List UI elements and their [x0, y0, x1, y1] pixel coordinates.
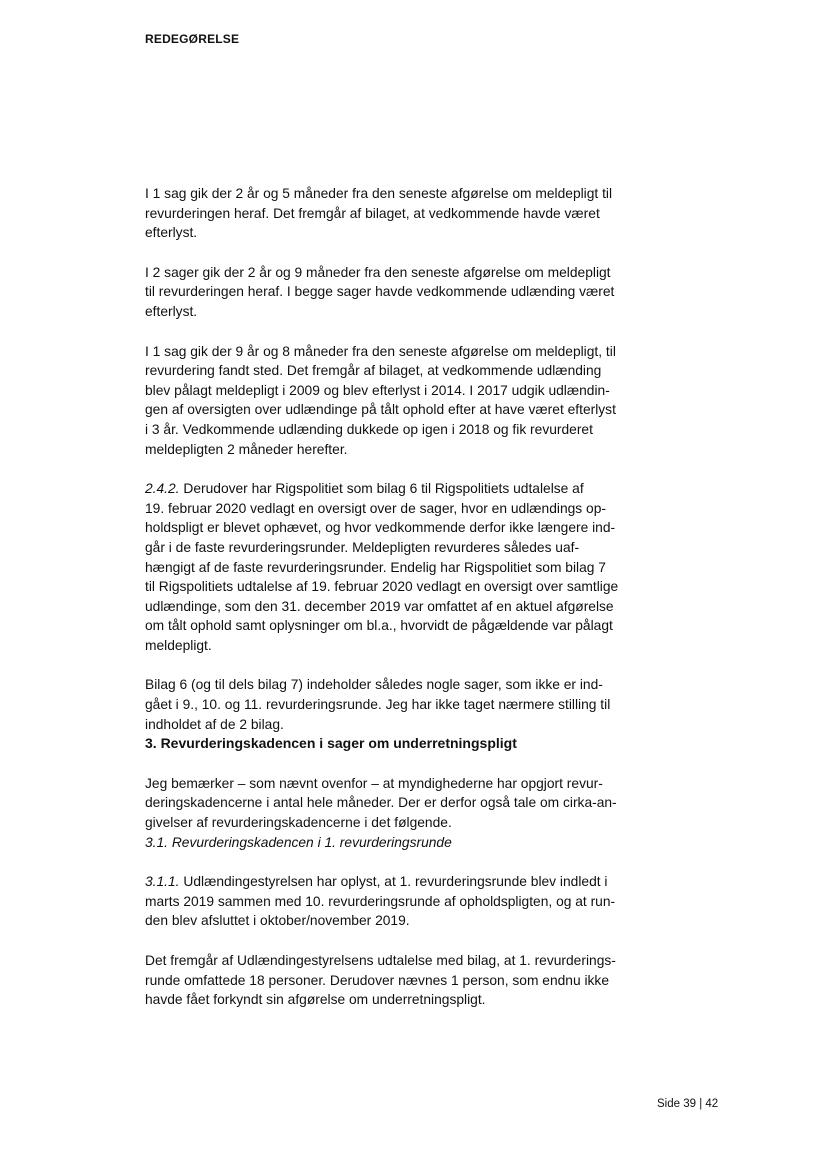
text-line: gået i 9., 10. og 11. revurderingsrunde. Jeg har ikke taget nærmere stilling til — [145, 697, 611, 713]
text-line: meldepligt. — [145, 637, 212, 653]
text-line-rest: Udlændingestyrelsen har oplyst, at 1. revurderingsrunde blev indledt i — [179, 874, 608, 890]
document-header: REDEGØRELSE — [145, 32, 240, 46]
text-line-rest: Derudover har Rigspolitiet som bilag 6 til Rigspolitiets udtalelse af — [179, 481, 584, 497]
text-line: blev pålagt meldepligt i 2009 og blev efterlyst i 2014. I 2017 udgik udlændin- — [145, 382, 610, 398]
paragraph-bilag — [145, 675, 625, 734]
text-line: efterlyst. — [145, 303, 198, 319]
text-line: runde omfattede 18 personer. Derudover nævnes 1 person, som endnu ikke — [145, 972, 610, 988]
text-line: til Rigspolitiets udtalelse af 19. februar 2020 vedlagt en oversigt over samtlige — [145, 579, 619, 595]
text-line: revurderingen heraf. Det fremgår af bilaget, at vedkommende havde været — [145, 205, 600, 221]
paragraph-1 — [145, 184, 625, 243]
text-line: holdspligt er blevet ophævet, og hvor vedkommende derfor ikke længere ind- — [145, 520, 616, 536]
text-line: havde fået forkyndt sin afgørelse om underretningspligt. — [145, 992, 486, 1008]
text-line: den blev afsluttet i oktober/november 2019. — [145, 913, 410, 929]
subsection-heading: 3.1. Revurderingskadencen i 1. revurderingsrunde — [145, 834, 452, 850]
text-line: revurdering fandt sted. Det fremgår af bilaget, at vedkommende udlænding — [145, 363, 602, 379]
text-line: Det fremgår af Udlændingestyrelsens udtalelse med bilag, at 1. revurderings- — [145, 953, 616, 968]
text-line: til revurderingen heraf. I begge sager havde vedkommende udlænding været — [145, 284, 615, 300]
text-line: I 1 sag gik der 9 år og 8 måneder fra den seneste afgørelse om meldepligt, til — [145, 343, 616, 359]
paragraph-3-1-1 — [145, 872, 625, 931]
paragraph-3 — [145, 342, 625, 460]
text-line: meldepligten 2 måneder herefter. — [145, 441, 348, 457]
paragraph-last — [145, 951, 625, 1010]
section-heading: 3. Revurderingskadencen i sager om underretningspligt — [145, 735, 517, 752]
text-line: givelser af revurderingskadencerne i det følgende. — [145, 815, 452, 831]
text-line — [145, 479, 625, 499]
section-number: 3.1.1. — [145, 874, 180, 890]
text-line: indholdet af de 2 bilag. — [145, 716, 284, 732]
text-line: 19. februar 2020 vedlagt en oversigt over de sager, hvor en udlændings op- — [145, 500, 606, 516]
paragraph-section3-intro — [145, 774, 625, 833]
text-line: hængigt af de faste revurderingsrunder. Endelig har Rigspolitiet som bilag 7 — [145, 559, 606, 575]
section-number: 2.4.2. — [145, 481, 180, 497]
text-line: Bilag 6 (og til dels bilag 7) indeholder således nogle sager, som ikke er ind- — [145, 677, 603, 693]
page-number: Side 39 | 42 — [657, 1098, 719, 1110]
text-line — [145, 872, 625, 892]
text-line: går i de faste revurderingsrunder. Meldepligten revurderes således uaf- — [145, 539, 580, 555]
text-line: om tålt ophold samt oplysninger om bl.a., hvorvidt de pågældende var pålagt — [145, 618, 613, 634]
text-line: Jeg bemærker – som nævnt ovenfor – at myndighederne har opgjort revur- — [145, 775, 603, 791]
text-line: I 1 sag gik der 2 år og 5 måneder fra den seneste afgørelse om meldepligt til — [145, 186, 613, 201]
text-line: gen af oversigten over udlændinge på tålt ophold efter at have været efterlyst — [145, 402, 616, 418]
text-line: I 2 sager gik der 2 år og 9 måneder fra den seneste afgørelse om meldepligt — [145, 264, 611, 280]
text-line: efterlyst. — [145, 225, 198, 241]
document-body — [145, 184, 625, 1010]
text-line: udlændinge, som den 31. december 2019 var omfattet af en aktuel afgørelse — [145, 598, 614, 614]
text-line: marts 2019 sammen med 10. revurderingsrunde af opholdspligten, og at run- — [145, 893, 616, 909]
paragraph-2-4-2 — [145, 479, 625, 655]
paragraph-2 — [145, 263, 625, 322]
text-line: deringskadencerne i antal hele måneder. Der er derfor også tale om cirka-an- — [145, 795, 617, 811]
text-line: i 3 år. Vedkommende udlænding dukkede op igen i 2018 og fik revurderet — [145, 421, 593, 437]
